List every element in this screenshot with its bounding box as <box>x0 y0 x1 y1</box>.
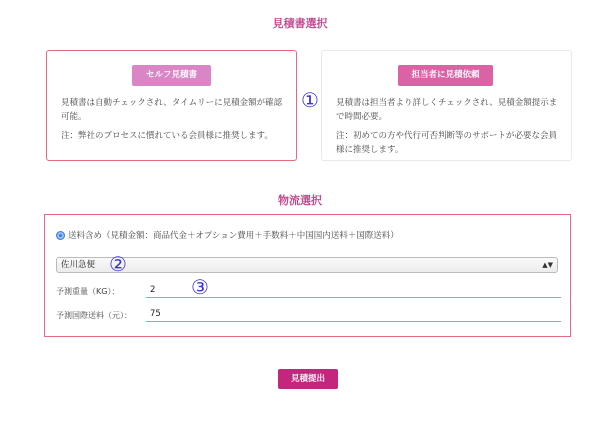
shipping-cost-label: 予測国際送料（元）： <box>56 311 132 320</box>
self-quote-description: 見積書は自動チェックされ、タイムリーに見積金額が確認可能。 <box>61 98 283 122</box>
staff-quote-text <box>336 97 561 157</box>
shipping-included-option[interactable] <box>56 229 399 241</box>
weight-label: 予測重量（KG）： <box>56 287 120 296</box>
quote-section-title: 見積書選択 <box>272 17 328 30</box>
self-quote-note: 注：弊社のプロセスに慣れている会員様に推奨します。 <box>61 131 273 141</box>
weight-input[interactable]: 2 <box>146 283 561 298</box>
logistics-section-title: 物流選択 <box>278 194 322 207</box>
annotation-marker-1: ① <box>301 88 319 112</box>
staff-quote-note: 注：初めての方や代行可否判断等のサポートが必要な会員様に推奨します。 <box>336 131 558 155</box>
select-arrows-icon: ▲▼ <box>542 261 553 269</box>
self-quote-button[interactable]: セルフ見積書 <box>132 65 211 86</box>
staff-quote-card[interactable] <box>321 50 572 161</box>
self-quote-card[interactable] <box>46 50 297 161</box>
carrier-select[interactable] <box>56 257 558 273</box>
self-quote-text <box>61 97 286 144</box>
shipping-cost-input[interactable]: 75 <box>146 307 561 322</box>
shipping-included-label: 送料含め（見積金額：商品代金＋オプション費用＋手数料＋中国国内送料＋国際送料） <box>68 231 399 241</box>
radio-selected-icon[interactable] <box>56 231 65 240</box>
annotation-marker-2: ② <box>109 252 127 276</box>
staff-quote-description: 見積書は担当者より詳しくチェックされ、見積金額提示まで時間必要。 <box>336 98 558 122</box>
annotation-marker-3: ③ <box>191 275 209 299</box>
staff-quote-button[interactable]: 担当者に見積依頼 <box>398 65 493 86</box>
carrier-select-value: 佐川急便 <box>61 260 96 270</box>
submit-quote-button[interactable]: 見積提出 <box>278 369 338 389</box>
